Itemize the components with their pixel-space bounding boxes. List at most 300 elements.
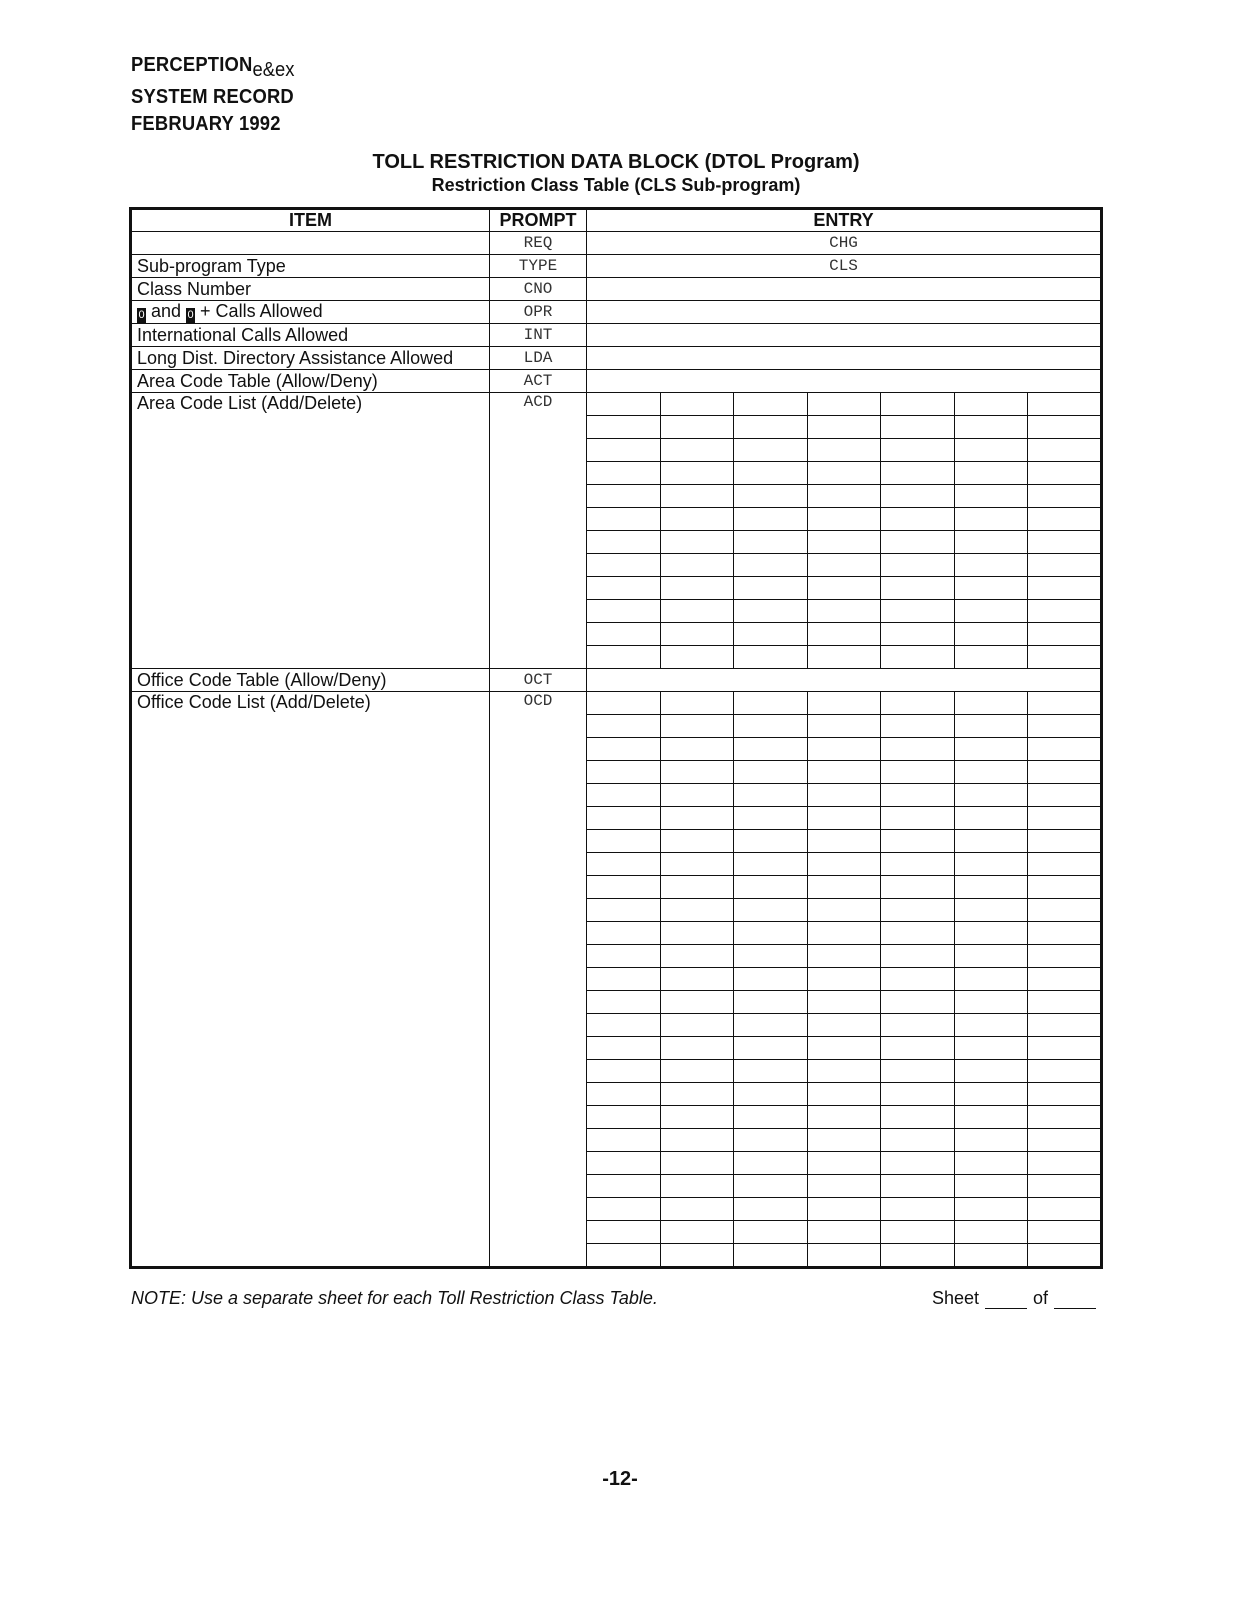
code-entry-cell[interactable] [660, 853, 734, 876]
code-entry-cell[interactable] [660, 416, 734, 439]
code-entry-cell[interactable] [881, 830, 955, 853]
code-entry-cell[interactable] [660, 922, 734, 945]
entry-field[interactable] [587, 669, 1102, 692]
code-entry-cell[interactable] [807, 1175, 881, 1198]
code-entry-cell[interactable] [660, 1060, 734, 1083]
code-entry-cell[interactable] [660, 554, 734, 577]
code-entry-cell[interactable] [1028, 1221, 1102, 1244]
code-entry-cell[interactable] [881, 439, 955, 462]
code-entry-cell[interactable] [881, 968, 955, 991]
code-entry-cell[interactable] [807, 1106, 881, 1129]
code-entry-cell[interactable] [954, 738, 1028, 761]
code-entry-cell[interactable] [734, 853, 808, 876]
code-entry-cell[interactable] [807, 1037, 881, 1060]
code-entry-cell[interactable] [881, 761, 955, 784]
code-entry-cell[interactable] [734, 1152, 808, 1175]
code-entry-cell[interactable] [660, 439, 734, 462]
code-entry-cell[interactable] [881, 393, 955, 416]
code-entry-cell[interactable] [587, 968, 661, 991]
code-entry-cell[interactable] [734, 738, 808, 761]
footer-note: NOTE: Use a separate sheet for each Toll Restriction Class Table. [131, 1288, 658, 1308]
item-cell: Area Code List (Add/Delete) [131, 393, 490, 669]
code-entry-cell[interactable] [587, 554, 661, 577]
code-entry-cell[interactable] [734, 393, 808, 416]
code-entry-cell[interactable] [881, 646, 955, 669]
code-entry-cell[interactable] [734, 991, 808, 1014]
code-entry-cell[interactable] [1028, 1037, 1102, 1060]
code-entry-cell[interactable] [881, 1221, 955, 1244]
code-entry-cell[interactable] [587, 1129, 661, 1152]
code-entry-cell[interactable] [734, 1175, 808, 1198]
code-entry-cell[interactable] [1028, 761, 1102, 784]
item-column-header: ITEM [131, 209, 490, 232]
code-entry-cell[interactable] [1028, 1175, 1102, 1198]
code-entry-cell[interactable] [660, 807, 734, 830]
code-entry-cell[interactable] [1028, 508, 1102, 531]
code-entry-cell[interactable] [587, 1175, 661, 1198]
code-entry-cell[interactable] [954, 439, 1028, 462]
code-entry-cell[interactable] [807, 784, 881, 807]
code-entry-cell[interactable] [954, 531, 1028, 554]
code-entry-cell[interactable] [1028, 1106, 1102, 1129]
code-entry-cell[interactable] [660, 830, 734, 853]
office-code-list-row [131, 692, 1102, 715]
code-entry-cell[interactable] [734, 439, 808, 462]
code-entry-cell[interactable] [734, 807, 808, 830]
code-entry-cell[interactable] [954, 1175, 1028, 1198]
code-entry-cell[interactable] [954, 899, 1028, 922]
code-entry-cell[interactable] [954, 715, 1028, 738]
sheet-label: Sheet [932, 1288, 980, 1308]
code-entry-cell[interactable] [881, 462, 955, 485]
zero-key-box: 0 [138, 309, 145, 321]
code-entry-cell[interactable] [881, 922, 955, 945]
prompt-cell: ACT [490, 370, 587, 393]
code-entry-cell[interactable] [1028, 439, 1102, 462]
code-entry-cell[interactable] [587, 715, 661, 738]
code-entry-cell[interactable] [807, 531, 881, 554]
code-entry-cell[interactable] [1028, 416, 1102, 439]
code-entry-cell[interactable] [734, 830, 808, 853]
code-entry-cell[interactable] [587, 1014, 661, 1037]
code-entry-cell[interactable] [954, 600, 1028, 623]
code-entry-cell[interactable] [587, 1106, 661, 1129]
code-entry-cell[interactable] [1028, 1083, 1102, 1106]
code-entry-cell[interactable] [587, 623, 661, 646]
code-entry-cell[interactable] [881, 991, 955, 1014]
code-entry-cell[interactable] [587, 393, 661, 416]
entry-field[interactable]: CHG [587, 232, 1102, 255]
code-entry-cell[interactable] [881, 1060, 955, 1083]
code-entry-cell[interactable] [807, 1129, 881, 1152]
code-entry-cell[interactable] [587, 1152, 661, 1175]
code-entry-cell[interactable] [954, 692, 1028, 715]
code-entry-cell[interactable] [954, 1221, 1028, 1244]
code-entry-cell[interactable] [587, 485, 661, 508]
code-entry-cell[interactable] [807, 945, 881, 968]
code-entry-cell[interactable] [660, 646, 734, 669]
code-entry-cell[interactable] [734, 761, 808, 784]
code-entry-cell[interactable] [587, 761, 661, 784]
code-entry-cell[interactable] [881, 600, 955, 623]
code-entry-cell[interactable] [807, 1244, 881, 1268]
code-entry-cell[interactable] [881, 899, 955, 922]
code-entry-cell[interactable] [954, 945, 1028, 968]
code-entry-cell[interactable] [1028, 623, 1102, 646]
code-entry-cell[interactable] [807, 761, 881, 784]
table-row [131, 370, 1102, 393]
code-entry-cell[interactable] [1028, 968, 1102, 991]
code-entry-cell[interactable] [660, 715, 734, 738]
code-entry-cell[interactable] [587, 1083, 661, 1106]
entry-field[interactable] [587, 278, 1102, 301]
code-entry-cell[interactable] [807, 991, 881, 1014]
code-entry-cell[interactable] [807, 577, 881, 600]
code-entry-cell[interactable] [954, 853, 1028, 876]
code-entry-cell[interactable] [660, 393, 734, 416]
code-entry-cell[interactable] [954, 876, 1028, 899]
code-entry-cell[interactable] [1028, 876, 1102, 899]
table-row [131, 347, 1102, 370]
prompt-cell: OCT [490, 669, 587, 692]
code-entry-cell[interactable] [587, 784, 661, 807]
code-entry-cell[interactable] [954, 508, 1028, 531]
code-entry-cell[interactable] [734, 462, 808, 485]
code-entry-cell[interactable] [587, 439, 661, 462]
code-entry-cell[interactable] [881, 1198, 955, 1221]
code-entry-cell[interactable] [807, 600, 881, 623]
form-title: TOLL RESTRICTION DATA BLOCK (DTOL Program) [372, 151, 860, 173]
code-entry-cell[interactable] [587, 1037, 661, 1060]
code-entry-cell[interactable] [734, 1014, 808, 1037]
prompt-column-header: PROMPT [490, 209, 587, 232]
zero-key-box: 0 [187, 309, 194, 321]
code-entry-cell[interactable] [1028, 1060, 1102, 1083]
code-entry-cell[interactable] [881, 1106, 955, 1129]
table-row [131, 324, 1102, 347]
code-entry-cell[interactable] [587, 531, 661, 554]
code-entry-cell[interactable] [734, 1244, 808, 1268]
code-entry-cell[interactable] [587, 807, 661, 830]
code-entry-cell[interactable] [881, 1175, 955, 1198]
code-entry-cell[interactable] [954, 1083, 1028, 1106]
code-entry-cell[interactable] [660, 485, 734, 508]
code-entry-cell[interactable] [1028, 807, 1102, 830]
code-entry-cell[interactable] [587, 600, 661, 623]
code-entry-cell[interactable] [881, 876, 955, 899]
code-entry-cell[interactable] [807, 646, 881, 669]
code-entry-cell[interactable] [1028, 577, 1102, 600]
code-entry-cell[interactable] [954, 1129, 1028, 1152]
code-entry-cell[interactable] [1028, 462, 1102, 485]
code-entry-cell[interactable] [734, 1083, 808, 1106]
code-entry-cell[interactable] [734, 1198, 808, 1221]
code-entry-cell[interactable] [587, 991, 661, 1014]
prompt-cell: OPR [490, 301, 587, 324]
code-entry-cell[interactable] [1028, 1152, 1102, 1175]
code-entry-cell[interactable] [954, 577, 1028, 600]
code-entry-cell[interactable] [881, 554, 955, 577]
code-entry-cell[interactable] [881, 738, 955, 761]
prompt-cell: LDA [490, 347, 587, 370]
code-entry-cell[interactable] [807, 899, 881, 922]
code-entry-cell[interactable] [954, 485, 1028, 508]
code-entry-cell[interactable] [734, 646, 808, 669]
code-entry-cell[interactable] [954, 1152, 1028, 1175]
code-entry-cell[interactable] [954, 830, 1028, 853]
restriction-class-table [129, 207, 1103, 1269]
code-entry-cell[interactable] [587, 922, 661, 945]
code-entry-cell[interactable] [734, 485, 808, 508]
code-entry-cell[interactable] [660, 1037, 734, 1060]
code-entry-cell[interactable] [660, 692, 734, 715]
code-entry-cell[interactable] [1028, 531, 1102, 554]
header-row [131, 209, 1102, 232]
code-entry-cell[interactable] [1028, 1014, 1102, 1037]
code-entry-cell[interactable] [954, 761, 1028, 784]
code-entry-cell[interactable] [807, 1014, 881, 1037]
code-entry-cell[interactable] [734, 784, 808, 807]
code-entry-cell[interactable] [1028, 554, 1102, 577]
code-entry-cell[interactable] [660, 1198, 734, 1221]
code-entry-cell[interactable] [1028, 646, 1102, 669]
code-entry-cell[interactable] [954, 1060, 1028, 1083]
code-entry-cell[interactable] [954, 1037, 1028, 1060]
code-entry-cell[interactable] [881, 1083, 955, 1106]
code-entry-cell[interactable] [1028, 1244, 1102, 1268]
code-entry-cell[interactable] [881, 508, 955, 531]
code-entry-cell[interactable] [660, 1221, 734, 1244]
code-entry-cell[interactable] [1028, 784, 1102, 807]
code-entry-cell[interactable] [587, 945, 661, 968]
code-entry-cell[interactable] [954, 1244, 1028, 1268]
code-entry-cell[interactable] [881, 807, 955, 830]
code-entry-cell[interactable] [587, 899, 661, 922]
code-entry-cell[interactable] [660, 1083, 734, 1106]
code-entry-cell[interactable] [807, 1221, 881, 1244]
code-entry-cell[interactable] [954, 623, 1028, 646]
code-entry-cell[interactable] [807, 830, 881, 853]
code-entry-cell[interactable] [734, 715, 808, 738]
code-entry-cell[interactable] [660, 1175, 734, 1198]
code-entry-cell[interactable] [734, 531, 808, 554]
code-entry-cell[interactable] [881, 853, 955, 876]
item-cell: International Calls Allowed [131, 324, 490, 347]
system-record-label: SYSTEM RECORD [131, 86, 294, 108]
code-entry-cell[interactable] [660, 623, 734, 646]
code-entry-cell[interactable] [660, 876, 734, 899]
code-entry-cell[interactable] [660, 784, 734, 807]
code-entry-cell[interactable] [660, 738, 734, 761]
code-entry-cell[interactable] [807, 807, 881, 830]
code-entry-cell[interactable] [881, 623, 955, 646]
entry-field[interactable] [587, 370, 1102, 393]
code-entry-cell[interactable] [881, 1037, 955, 1060]
code-entry-cell[interactable] [881, 945, 955, 968]
code-entry-cell[interactable] [1028, 692, 1102, 715]
code-entry-cell[interactable] [660, 508, 734, 531]
code-entry-cell[interactable] [954, 807, 1028, 830]
code-entry-cell[interactable] [954, 646, 1028, 669]
code-entry-cell[interactable] [807, 416, 881, 439]
code-entry-cell[interactable] [587, 646, 661, 669]
code-entry-cell[interactable] [734, 1129, 808, 1152]
code-entry-cell[interactable] [660, 945, 734, 968]
code-entry-cell[interactable] [587, 692, 661, 715]
code-entry-cell[interactable] [587, 462, 661, 485]
code-entry-cell[interactable] [881, 416, 955, 439]
code-entry-cell[interactable] [660, 991, 734, 1014]
sheet-total-field[interactable] [1054, 1292, 1096, 1309]
code-entry-cell[interactable] [807, 485, 881, 508]
entry-field[interactable] [587, 301, 1102, 324]
code-entry-cell[interactable] [807, 692, 881, 715]
code-entry-cell[interactable] [807, 554, 881, 577]
entry-field[interactable]: CLS [587, 255, 1102, 278]
area-code-list-row [131, 393, 1102, 416]
code-entry-cell[interactable] [734, 899, 808, 922]
code-entry-cell[interactable] [881, 485, 955, 508]
code-entry-cell[interactable] [807, 508, 881, 531]
code-entry-cell[interactable] [587, 876, 661, 899]
code-entry-cell[interactable] [587, 577, 661, 600]
code-entry-cell[interactable] [881, 1014, 955, 1037]
code-entry-cell[interactable] [734, 508, 808, 531]
product-subscript: e&ex [252, 59, 295, 81]
code-entry-cell[interactable] [1028, 853, 1102, 876]
code-entry-cell[interactable] [807, 1083, 881, 1106]
code-entry-cell[interactable] [954, 416, 1028, 439]
code-entry-cell[interactable] [881, 692, 955, 715]
code-entry-cell[interactable] [807, 462, 881, 485]
code-entry-cell[interactable] [1028, 1198, 1102, 1221]
code-entry-cell[interactable] [881, 531, 955, 554]
code-entry-cell[interactable] [734, 600, 808, 623]
code-entry-cell[interactable] [587, 830, 661, 853]
code-entry-cell[interactable] [734, 416, 808, 439]
item-cell: Sub-program Type [131, 255, 490, 278]
prompt-cell: REQ [490, 232, 587, 255]
code-entry-cell[interactable] [734, 1106, 808, 1129]
code-entry-cell[interactable] [734, 1060, 808, 1083]
code-entry-cell[interactable] [587, 1198, 661, 1221]
table-row [131, 278, 1102, 301]
code-entry-cell[interactable] [807, 1198, 881, 1221]
code-entry-cell[interactable] [954, 922, 1028, 945]
code-entry-cell[interactable] [807, 968, 881, 991]
code-entry-cell[interactable] [954, 1014, 1028, 1037]
code-entry-cell[interactable] [1028, 393, 1102, 416]
code-entry-cell[interactable] [734, 922, 808, 945]
code-entry-cell[interactable] [954, 554, 1028, 577]
code-entry-cell[interactable] [660, 1129, 734, 1152]
code-entry-cell[interactable] [881, 1129, 955, 1152]
code-entry-cell[interactable] [881, 577, 955, 600]
code-entry-cell[interactable] [807, 715, 881, 738]
code-entry-cell[interactable] [1028, 600, 1102, 623]
item-text: + Calls Allowed [195, 301, 323, 321]
code-entry-cell[interactable] [734, 623, 808, 646]
code-entry-cell[interactable] [954, 1198, 1028, 1221]
code-entry-cell[interactable] [587, 853, 661, 876]
code-entry-cell[interactable] [954, 393, 1028, 416]
code-entry-cell[interactable] [734, 554, 808, 577]
item-cell: Office Code List (Add/Delete) [131, 692, 490, 1268]
code-entry-cell[interactable] [1028, 922, 1102, 945]
code-entry-cell[interactable] [807, 1060, 881, 1083]
code-entry-cell[interactable] [881, 1244, 955, 1268]
code-entry-cell[interactable] [734, 1221, 808, 1244]
table-row [131, 301, 1102, 324]
code-entry-cell[interactable] [1028, 945, 1102, 968]
code-entry-cell[interactable] [1028, 485, 1102, 508]
code-entry-cell[interactable] [807, 853, 881, 876]
code-entry-cell[interactable] [660, 1106, 734, 1129]
code-entry-cell[interactable] [587, 1060, 661, 1083]
code-entry-cell[interactable] [660, 761, 734, 784]
code-entry-cell[interactable] [734, 577, 808, 600]
code-entry-cell[interactable] [734, 692, 808, 715]
code-entry-cell[interactable] [1028, 738, 1102, 761]
code-entry-cell[interactable] [587, 1221, 661, 1244]
code-entry-cell[interactable] [954, 462, 1028, 485]
code-entry-cell[interactable] [660, 968, 734, 991]
code-entry-cell[interactable] [807, 623, 881, 646]
code-entry-cell[interactable] [660, 899, 734, 922]
code-entry-cell[interactable] [660, 577, 734, 600]
code-entry-cell[interactable] [1028, 830, 1102, 853]
code-entry-cell[interactable] [660, 1014, 734, 1037]
code-entry-cell[interactable] [587, 1244, 661, 1268]
code-entry-cell[interactable] [807, 1152, 881, 1175]
sheet-number-field[interactable] [985, 1292, 1027, 1309]
code-entry-cell[interactable] [1028, 715, 1102, 738]
code-entry-cell[interactable] [660, 600, 734, 623]
code-entry-cell[interactable] [807, 738, 881, 761]
item-text: and [146, 301, 187, 321]
code-entry-cell[interactable] [734, 1037, 808, 1060]
code-entry-cell[interactable] [734, 876, 808, 899]
code-entry-cell[interactable] [660, 462, 734, 485]
code-entry-cell[interactable] [660, 1244, 734, 1268]
code-entry-cell[interactable] [587, 416, 661, 439]
code-entry-cell[interactable] [1028, 991, 1102, 1014]
code-entry-cell[interactable] [954, 991, 1028, 1014]
code-entry-cell[interactable] [587, 738, 661, 761]
code-entry-cell[interactable] [807, 922, 881, 945]
code-entry-cell[interactable] [1028, 1129, 1102, 1152]
code-entry-cell[interactable] [807, 439, 881, 462]
entry-field[interactable] [587, 347, 1102, 370]
code-entry-cell[interactable] [807, 876, 881, 899]
code-entry-cell[interactable] [734, 945, 808, 968]
code-entry-cell[interactable] [1028, 899, 1102, 922]
code-entry-cell[interactable] [954, 968, 1028, 991]
of-label: of [1033, 1288, 1049, 1308]
code-entry-cell[interactable] [881, 1152, 955, 1175]
code-entry-cell[interactable] [660, 531, 734, 554]
code-entry-cell[interactable] [734, 968, 808, 991]
code-entry-cell[interactable] [807, 393, 881, 416]
entry-column-header: ENTRY [587, 209, 1102, 232]
code-entry-cell[interactable] [954, 1106, 1028, 1129]
code-entry-cell[interactable] [954, 784, 1028, 807]
code-entry-cell[interactable] [587, 508, 661, 531]
entry-field[interactable] [587, 324, 1102, 347]
code-entry-cell[interactable] [881, 784, 955, 807]
code-entry-cell[interactable] [660, 1152, 734, 1175]
code-entry-cell[interactable] [881, 715, 955, 738]
